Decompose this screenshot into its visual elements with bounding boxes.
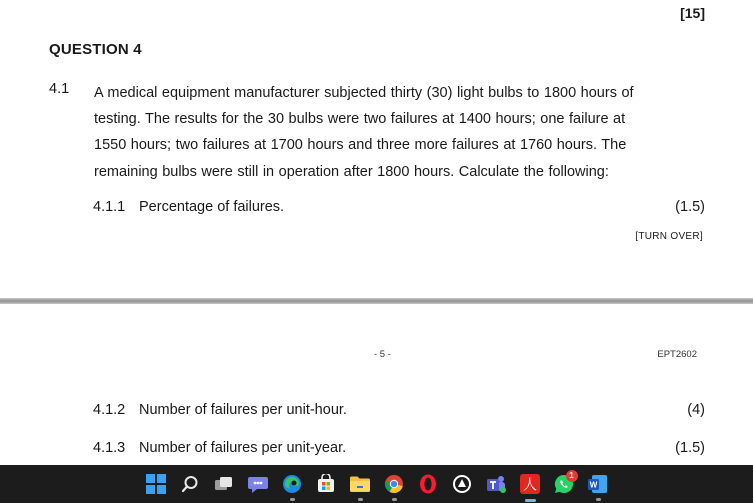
question-line: A medical equipment manufacturer subjected thirty (30) light bulbs to 1800 hours of <box>94 85 634 101</box>
subquestion-marks: (1.5) <box>675 199 705 215</box>
opera-icon <box>418 473 438 495</box>
store-button[interactable] <box>311 465 341 503</box>
file-explorer-button[interactable] <box>345 465 375 503</box>
question-line: 1550 hours; two failures at 1700 hours and three more failures at 1760 hours. The <box>94 137 627 154</box>
edge-button[interactable] <box>277 465 307 503</box>
task-view-button[interactable] <box>209 465 239 503</box>
subquestion-number: 4.1.3 <box>93 440 126 456</box>
whatsapp-button[interactable] <box>549 465 579 503</box>
chrome-button[interactable] <box>379 465 409 503</box>
word-letter: W <box>589 480 597 490</box>
subquestion-marks: (4) <box>687 402 705 418</box>
question-line: testing. The results for the 30 bulbs were two failures at 1400 hours; one failure at <box>94 111 626 128</box>
running-indicator <box>358 498 363 501</box>
store-icon <box>316 474 336 494</box>
browser-icon <box>451 473 473 495</box>
page-separator <box>0 298 753 304</box>
opera-button[interactable] <box>413 465 443 503</box>
notification-badge: 1 <box>566 470 578 482</box>
folder-icon <box>349 475 371 493</box>
word-icon <box>587 473 609 495</box>
question-number: 4.1 <box>49 81 70 97</box>
running-indicator <box>290 498 295 501</box>
subquestion-number: 4.1.1 <box>93 199 126 215</box>
windows-icon <box>146 474 166 494</box>
active-indicator <box>525 499 536 502</box>
search-icon <box>181 475 199 493</box>
teams-button[interactable] <box>481 465 511 503</box>
question-line: remaining bulbs were still in operation after 1800 hours. Calculate the following: <box>94 163 609 180</box>
browser-button[interactable] <box>447 465 477 503</box>
question-title: QUESTION 4 <box>49 41 142 58</box>
page-number: - 5 - <box>374 349 391 360</box>
subquestion-text: Number of failures per unit-year. <box>139 440 347 456</box>
document-code: EPT2602 <box>657 349 697 360</box>
subquestion-marks: (1.5) <box>675 440 705 456</box>
teams-icon <box>485 473 507 495</box>
teams-chat-button[interactable] <box>243 465 273 503</box>
total-marks: [15] <box>680 5 705 21</box>
search-button[interactable] <box>175 465 205 503</box>
word-button[interactable] <box>583 465 613 503</box>
task-view-icon <box>214 476 234 492</box>
running-indicator <box>596 498 601 501</box>
acrobat-icon <box>519 473 541 495</box>
acrobat-button[interactable] <box>515 465 545 503</box>
subquestion-text: Percentage of failures. <box>139 199 285 215</box>
turn-over-note: [TURN OVER] <box>635 231 703 242</box>
start-button[interactable] <box>141 465 171 503</box>
taskbar <box>0 465 753 503</box>
running-indicator <box>392 498 397 501</box>
subquestion-number: 4.1.2 <box>93 402 126 418</box>
chat-icon <box>247 474 269 494</box>
chrome-icon <box>383 473 405 495</box>
edge-icon <box>281 473 303 495</box>
subquestion-text: Number of failures per unit-hour. <box>139 402 347 418</box>
acrobat-glyph: 人 <box>522 477 537 494</box>
question-body <box>94 80 674 185</box>
